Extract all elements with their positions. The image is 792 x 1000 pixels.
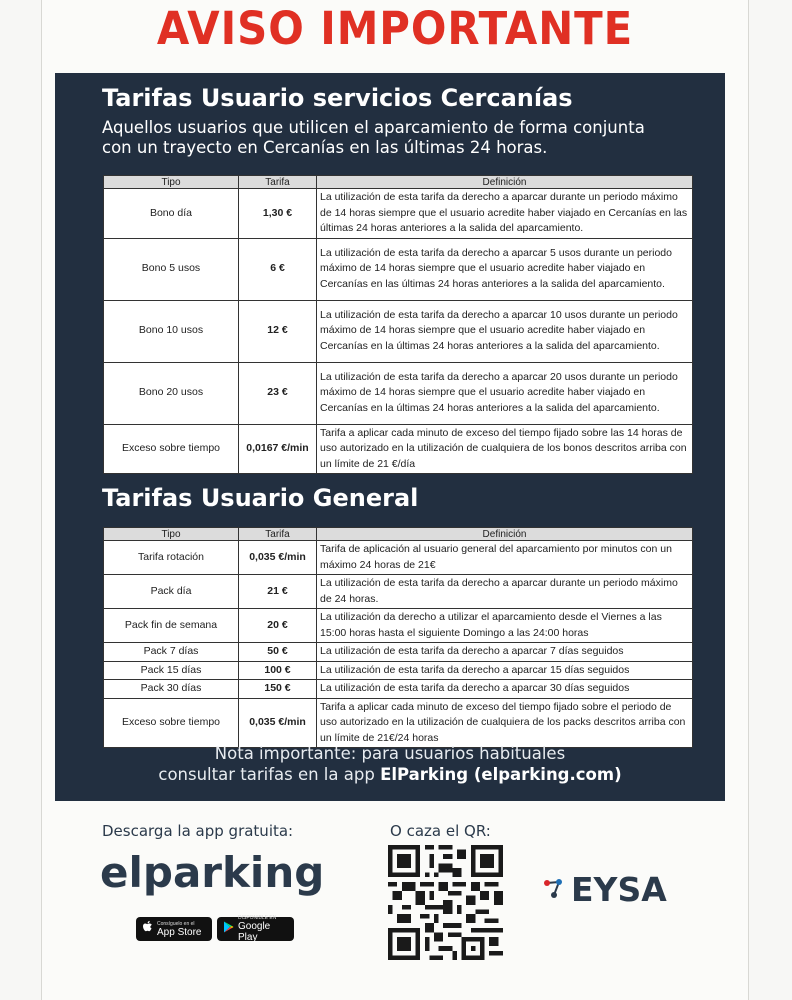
apple-icon [142, 920, 153, 938]
google-play-text [238, 915, 288, 943]
row-definicion: Tarifa de aplicación al usuario general del aparcamiento por minutos con un máximo 24 horas de 21€ [317, 541, 693, 575]
row-tipo: Pack fin de semana [104, 609, 239, 643]
row-tarifa: 20 € [239, 609, 317, 643]
row-tarifa: 6 € [239, 238, 317, 300]
row-tarifa: 21 € [239, 575, 317, 609]
app-store-small: Consíguelo en el [157, 920, 195, 927]
row-tipo: Exceso sobre tiempo [104, 698, 239, 748]
note-app-link[interactable]: ElParking (elparking.com) [380, 765, 622, 784]
row-definicion: La utilización de esta tarifa da derecho a aparcar 5 usos durante un periodo máximo de 14 horas siempre que el usuario acredite haber viajado en Cercanías en las últimas 24 horas anteriores a la salida del aparcamiento. [317, 238, 693, 300]
row-tarifa: 100 € [239, 661, 317, 680]
table-row [104, 189, 693, 239]
app-store-big: App Store [157, 926, 202, 938]
row-tarifa: 23 € [239, 362, 317, 424]
row-tarifa: 0,035 €/min [239, 698, 317, 748]
table-row [104, 698, 693, 748]
row-definicion: La utilización de esta tarifa da derecho a aparcar 20 usos durante un periodo máximo de 14 horas siempre que el usuario acredite haber viajado en Cercanías en la últimas 24 horas anteriores a la salida del aparcamiento. [317, 362, 693, 424]
eysa-logo [543, 870, 667, 909]
cercanias-heading: Tarifas Usuario servicios Cercanías [102, 84, 573, 112]
row-definicion: La utilización de esta tarifa da derecho a aparcar 10 usos durante un periodo máximo de 14 horas siempre que el usuario acredite haber viajado en Cercanías en la últimas 24 horas anteriores a la salida del aparcamiento. [317, 300, 693, 362]
cercanias-subtitle [102, 118, 702, 158]
cercanias-subtitle-line1: Aquellos usuarios que utilicen el aparcamiento de forma conjunta [102, 118, 645, 137]
row-tipo: Tarifa rotación [104, 541, 239, 575]
important-note [55, 743, 725, 785]
cercanias-subtitle-line2: con un trayecto en Cercanías en las últimas 24 horas. [102, 138, 548, 157]
qr-label: O caza el QR: [390, 822, 491, 840]
table-row [104, 541, 693, 575]
column-header-tarifa: Tarifa [239, 528, 317, 541]
row-tarifa: 50 € [239, 643, 317, 662]
page-title: AVISO IMPORTANTE [156, 2, 634, 55]
general-heading: Tarifas Usuario General [102, 484, 419, 512]
row-tarifa: 0,0167 €/min [239, 424, 317, 474]
app-store-text [157, 921, 201, 938]
column-header-tipo: Tipo [104, 528, 239, 541]
elparking-logo-text: elparking [100, 848, 325, 897]
row-tipo: Pack 7 días [104, 643, 239, 662]
google-play-small: DISPONIBLE EN [238, 915, 277, 921]
table-row [104, 575, 693, 609]
row-tipo: Exceso sobre tiempo [104, 424, 239, 474]
play-icon [223, 920, 234, 938]
row-tipo: Pack día [104, 575, 239, 609]
general-table [103, 527, 693, 748]
row-tarifa: 12 € [239, 300, 317, 362]
row-tipo: Pack 30 días [104, 680, 239, 699]
elparking-logo [100, 848, 324, 897]
row-tarifa: 0,035 €/min [239, 541, 317, 575]
row-definicion: La utilización de esta tarifa da derecho a aparcar durante un periodo máximo de 14 horas siempre que el usuario acredite haber viajado en Cercanías en las últimas 24 horas anteriores a la salida del aparcamiento. [317, 189, 693, 239]
row-tipo: Bono 10 usos [104, 300, 239, 362]
table-row [104, 362, 693, 424]
cercanias-table [103, 175, 693, 474]
row-tipo: Pack 15 días [104, 661, 239, 680]
row-definicion: La utilización da derecho a utilizar el aparcamiento desde el Viernes a las 15:00 horas hasta el siguiente Domingo a las 24:00 horas [317, 609, 693, 643]
column-header-definicion: Definición [317, 176, 693, 189]
download-label: Descarga la app gratuita: [102, 822, 294, 840]
table-header-row [104, 176, 693, 189]
table-row [104, 643, 693, 662]
row-definicion: Tarifa a aplicar cada minuto de exceso del tiempo fijado sobre las 14 horas de uso autorizado en la utilización de cualquiera de los bonos descritos arriba con un límite de 21 €/día [317, 424, 693, 474]
eysa-logo-text: EYSA [571, 870, 667, 909]
row-tipo: Bono 20 usos [104, 362, 239, 424]
table-row [104, 238, 693, 300]
note-line2 [55, 764, 725, 785]
table-row [104, 300, 693, 362]
qr-code[interactable] [388, 845, 503, 960]
row-definicion: La utilización de esta tarifa da derecho a aparcar 7 días seguidos [317, 643, 693, 662]
table-row [104, 424, 693, 474]
table-row [104, 609, 693, 643]
row-tipo: Bono 5 usos [104, 238, 239, 300]
row-definicion: La utilización de esta tarifa da derecho a aparcar 15 días seguidos [317, 661, 693, 680]
row-tipo: Bono día [104, 189, 239, 239]
table-header-row [104, 528, 693, 541]
eysa-mark-icon [543, 877, 565, 903]
row-tarifa: 150 € [239, 680, 317, 699]
google-play-badge[interactable] [217, 917, 294, 941]
table-row [104, 661, 693, 680]
column-header-tarifa: Tarifa [239, 176, 317, 189]
app-store-badge[interactable] [136, 917, 212, 941]
row-definicion: Tarifa a aplicar cada minuto de exceso del tiempo fijado sobre el periodo de uso autorizado en la utilización de cualquiera de los packs descritos arriba con un límite de 21€/24 horas [317, 698, 693, 748]
row-tarifa: 1,30 € [239, 189, 317, 239]
column-header-definicion: Definición [317, 528, 693, 541]
google-play-big: Google Play [238, 921, 271, 943]
table-row [104, 680, 693, 699]
note-line1: Nota importante: para usuarios habituales [214, 744, 566, 763]
row-definicion: La utilización de esta tarifa da derecho a aparcar 30 días seguidos [317, 680, 693, 699]
column-header-tipo: Tipo [104, 176, 239, 189]
row-definicion: La utilización de esta tarifa da derecho a aparcar durante un periodo máximo de 24 horas. [317, 575, 693, 609]
note-line2-text: consultar tarifas en la app [158, 765, 381, 784]
